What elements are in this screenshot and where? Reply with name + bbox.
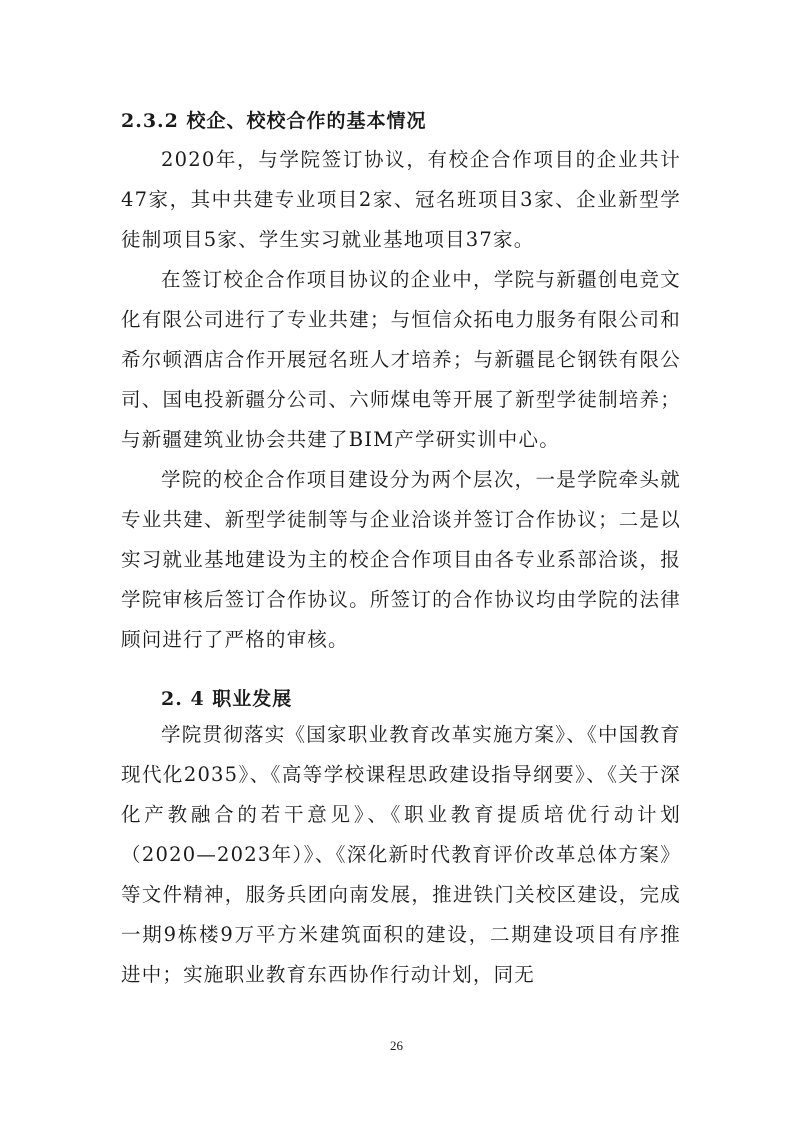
section-heading-2-4: 2. 4 职业发展 [161,688,293,710]
paragraph-cooperation-levels: 学院的校企合作项目建设分为两个层次，一是学院牵头就专业共建、新型学徒制等与企业洽谈并签订合作协议；二是以实习就业基地建设为主的校企合作项目由各专业系部洽谈，报学院审核后签订合作协议。所签订的合作协议均由学院的法律顾问进行了严格的审核。 [121,468,681,651]
section-heading-2-3-2: 2.3.2 校企、校校合作的基本情况 [121,110,427,132]
paragraph-cooperation-count: 2020年，与学院签订协议，有校企合作项目的企业共计47家，其中共建专业项目2家、冠名班项目3家、企业新型学徒制项目5家、学生实习就业基地项目37家。 [121,148,681,251]
paragraph-cooperation-partners: 在签订校企合作项目协议的企业中，学院与新疆创电竞文化有限公司进行了专业共建；与恒信众拓电力服务有限公司和希尔顿酒店合作开展冠名班人才培养；与新疆昆仑钢铁有限公司、国电投新疆分公司、六师煤电等开展了新型学徒制培养；与新疆建筑业协会共建了BIM产学研实训中心。 [121,268,681,451]
page-number: 26 [390,1038,403,1053]
paragraph-career-development: 学院贯彻落实《国家职业教育改革实施方案》、《中国教育现代化2035》、《高等学校课程思政建设指导纲要》、《关于深化产教融合的若干意见》、《职业教育提质培优行动计划（2020—2023年）》、《深化新时代教育评价改革总体方案》等文件精神，服务兵团向南发展，推进铁门关校区建设，完成一期9栋楼9万平方米建筑面积的建设，二期建设项目有序推进中；实施职业教育东西协作行动计划，同无 [121,723,681,986]
